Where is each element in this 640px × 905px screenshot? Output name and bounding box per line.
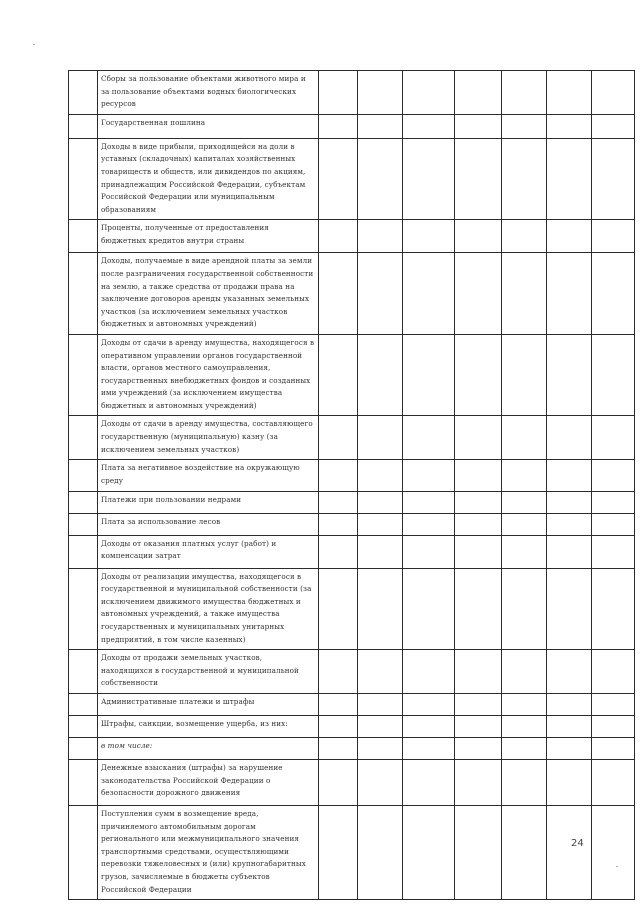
- value-cell: [592, 114, 635, 138]
- value-cell: [403, 513, 455, 535]
- table-row: [69, 760, 635, 806]
- value-cell: [358, 491, 403, 513]
- value-cell: [319, 460, 358, 491]
- value-cell: [358, 460, 403, 491]
- revenue-item-name: Денежные взыскания (штрафы) за нарушение законодательства Российской Федерации о безопасности дорожного движения: [98, 760, 319, 806]
- value-cell: [592, 460, 635, 491]
- row-index-cell: [69, 716, 98, 738]
- value-cell: [455, 220, 502, 253]
- page-number: 24: [571, 838, 584, 849]
- value-cell: [592, 568, 635, 650]
- row-index-cell: [69, 738, 98, 760]
- value-cell: [592, 738, 635, 760]
- table-row: [69, 650, 635, 694]
- value-cell: [592, 220, 635, 253]
- value-cell: [455, 806, 502, 900]
- row-index-cell: [69, 138, 98, 220]
- value-cell: [592, 71, 635, 115]
- value-cell: [358, 650, 403, 694]
- value-cell: [319, 491, 358, 513]
- revenue-item-name: Доходы от сдачи в аренду имущества, находящегося в оперативном управлении органов государственной власти, органов местного самоуправления, государственных внебюджетных фондов и созданных ими учреждений (за исключением имущества бюджетных и автономных учреждений): [98, 334, 319, 416]
- table-row: [69, 491, 635, 513]
- revenue-item-name: Доходы, получаемые в виде арендной платы за земли после разграничения государственной собственности на землю, а также средства от продажи права на заключение договоров аренды указанных земельных участков (за исключением земельных участков бюджетных и автономных учреждений): [98, 253, 319, 335]
- value-cell: [547, 416, 592, 460]
- revenue-item-name: Платежи при пользовании недрами: [98, 491, 319, 513]
- value-cell: [502, 760, 547, 806]
- value-cell: [455, 738, 502, 760]
- row-index-cell: [69, 334, 98, 416]
- value-cell: [319, 535, 358, 568]
- value-cell: [502, 334, 547, 416]
- table-row: [69, 535, 635, 568]
- row-index-cell: [69, 491, 98, 513]
- value-cell: [403, 568, 455, 650]
- value-cell: [358, 513, 403, 535]
- row-index-cell: [69, 253, 98, 335]
- value-cell: [455, 334, 502, 416]
- value-cell: [319, 716, 358, 738]
- value-cell: [547, 513, 592, 535]
- value-cell: [547, 138, 592, 220]
- value-cell: [502, 253, 547, 335]
- value-cell: [502, 650, 547, 694]
- value-cell: [358, 334, 403, 416]
- table-row: [69, 416, 635, 460]
- value-cell: [319, 738, 358, 760]
- table-row: [69, 568, 635, 650]
- value-cell: [455, 694, 502, 716]
- value-cell: [358, 253, 403, 335]
- value-cell: [455, 138, 502, 220]
- value-cell: [502, 738, 547, 760]
- value-cell: [319, 334, 358, 416]
- value-cell: [403, 253, 455, 335]
- revenue-item-name: Поступления сумм в возмещение вреда, причиняемого автомобильным дорогам регионального или межмуниципального значения транспортными средствами, осуществляющими перевозки тяжеловесных и (или) крупногабаритных грузов, зачисляемые в бюджеты субъектов Российской Федерации: [98, 806, 319, 900]
- table-row: [69, 716, 635, 738]
- value-cell: [403, 694, 455, 716]
- value-cell: [502, 568, 547, 650]
- value-cell: [455, 460, 502, 491]
- value-cell: [455, 71, 502, 115]
- value-cell: [455, 716, 502, 738]
- value-cell: [358, 114, 403, 138]
- value-cell: [547, 760, 592, 806]
- row-index-cell: [69, 71, 98, 115]
- value-cell: [455, 114, 502, 138]
- value-cell: [502, 71, 547, 115]
- value-cell: [403, 650, 455, 694]
- value-cell: [403, 416, 455, 460]
- value-cell: [592, 535, 635, 568]
- row-index-cell: [69, 806, 98, 900]
- value-cell: [502, 220, 547, 253]
- value-cell: [502, 138, 547, 220]
- revenue-table: [68, 70, 635, 900]
- value-cell: [358, 568, 403, 650]
- revenue-item-name: Плата за негативное воздействие на окружающую среду: [98, 460, 319, 491]
- value-cell: [358, 806, 403, 900]
- value-cell: [547, 650, 592, 694]
- value-cell: [547, 253, 592, 335]
- value-cell: [403, 535, 455, 568]
- value-cell: [319, 253, 358, 335]
- value-cell: [547, 806, 592, 900]
- row-index-cell: [69, 460, 98, 491]
- value-cell: [455, 491, 502, 513]
- table-row: [69, 253, 635, 335]
- table-row: [69, 806, 635, 900]
- value-cell: [455, 568, 502, 650]
- table-row: [69, 220, 635, 253]
- value-cell: [403, 71, 455, 115]
- value-cell: [358, 220, 403, 253]
- table-row: [69, 334, 635, 416]
- value-cell: [547, 71, 592, 115]
- value-cell: [455, 650, 502, 694]
- row-index-cell: [69, 568, 98, 650]
- value-cell: [403, 760, 455, 806]
- value-cell: [502, 416, 547, 460]
- value-cell: [547, 694, 592, 716]
- value-cell: [455, 416, 502, 460]
- scan-speck: [33, 44, 35, 45]
- value-cell: [502, 535, 547, 568]
- value-cell: [358, 416, 403, 460]
- value-cell: [403, 806, 455, 900]
- value-cell: [319, 650, 358, 694]
- revenue-item-name: Доходы от сдачи в аренду имущества, составляющего государственную (муниципальную) казну (за исключением земельных участков): [98, 416, 319, 460]
- value-cell: [319, 568, 358, 650]
- value-cell: [403, 220, 455, 253]
- value-cell: [592, 806, 635, 900]
- value-cell: [547, 738, 592, 760]
- value-cell: [319, 71, 358, 115]
- value-cell: [455, 253, 502, 335]
- row-index-cell: [69, 220, 98, 253]
- value-cell: [592, 513, 635, 535]
- revenue-item-name: Штрафы, санкции, возмещение ущерба, из них:: [98, 716, 319, 738]
- value-cell: [358, 138, 403, 220]
- value-cell: [502, 491, 547, 513]
- revenue-item-name: Доходы от оказания платных услуг (работ) и компенсации затрат: [98, 535, 319, 568]
- value-cell: [547, 114, 592, 138]
- row-index-cell: [69, 650, 98, 694]
- table-row: [69, 513, 635, 535]
- table-row: [69, 138, 635, 220]
- table-row: [69, 460, 635, 491]
- table-row: [69, 694, 635, 716]
- value-cell: [403, 114, 455, 138]
- value-cell: [358, 694, 403, 716]
- revenue-item-name: в том числе:: [98, 738, 319, 760]
- value-cell: [502, 694, 547, 716]
- value-cell: [592, 253, 635, 335]
- revenue-item-name: Государственная пошлина: [98, 114, 319, 138]
- value-cell: [547, 491, 592, 513]
- value-cell: [358, 716, 403, 738]
- value-cell: [547, 460, 592, 491]
- value-cell: [502, 460, 547, 491]
- revenue-item-name: Проценты, полученные от предоставления бюджетных кредитов внутри страны: [98, 220, 319, 253]
- table-row: [69, 738, 635, 760]
- value-cell: [319, 806, 358, 900]
- value-cell: [547, 535, 592, 568]
- value-cell: [592, 716, 635, 738]
- row-index-cell: [69, 513, 98, 535]
- row-index-cell: [69, 694, 98, 716]
- value-cell: [358, 738, 403, 760]
- value-cell: [319, 694, 358, 716]
- scan-speck: [616, 866, 618, 867]
- value-cell: [403, 738, 455, 760]
- value-cell: [592, 334, 635, 416]
- row-index-cell: [69, 114, 98, 138]
- value-cell: [403, 716, 455, 738]
- value-cell: [319, 416, 358, 460]
- value-cell: [319, 513, 358, 535]
- revenue-item-name: Доходы в виде прибыли, приходящейся на доли в уставных (складочных) капиталах хозяйственных товариществ и обществ, или дивидендов по акциям, принадлежащим Российской Федерации, субъектам Российской Федерации или муниципальным образованиям: [98, 138, 319, 220]
- value-cell: [358, 535, 403, 568]
- value-cell: [403, 491, 455, 513]
- value-cell: [319, 114, 358, 138]
- value-cell: [455, 535, 502, 568]
- value-cell: [592, 491, 635, 513]
- value-cell: [547, 220, 592, 253]
- value-cell: [319, 220, 358, 253]
- value-cell: [592, 760, 635, 806]
- revenue-item-name: Административные платежи и штрафы: [98, 694, 319, 716]
- revenue-item-name: Доходы от продажи земельных участков, находящихся в государственной и муниципальной собственности: [98, 650, 319, 694]
- value-cell: [403, 138, 455, 220]
- value-cell: [403, 460, 455, 491]
- value-cell: [592, 650, 635, 694]
- revenue-item-name: Доходы от реализации имущества, находящегося в государственной и муниципальной собственности (за исключением движимого имущества бюджетных и автономных учреждений, а также имущества государственных и муниципальных унитарных предприятий, в том числе казенных): [98, 568, 319, 650]
- row-index-cell: [69, 416, 98, 460]
- value-cell: [547, 334, 592, 416]
- value-cell: [592, 416, 635, 460]
- value-cell: [502, 716, 547, 738]
- value-cell: [592, 694, 635, 716]
- value-cell: [455, 513, 502, 535]
- row-index-cell: [69, 760, 98, 806]
- value-cell: [455, 760, 502, 806]
- value-cell: [319, 760, 358, 806]
- value-cell: [502, 513, 547, 535]
- table-row: [69, 71, 635, 115]
- value-cell: [502, 114, 547, 138]
- value-cell: [592, 138, 635, 220]
- value-cell: [358, 71, 403, 115]
- value-cell: [403, 334, 455, 416]
- revenue-item-name: Плата за использование лесов: [98, 513, 319, 535]
- revenue-table-sheet: [68, 70, 592, 900]
- value-cell: [502, 806, 547, 900]
- value-cell: [358, 760, 403, 806]
- value-cell: [547, 716, 592, 738]
- row-index-cell: [69, 535, 98, 568]
- value-cell: [547, 568, 592, 650]
- revenue-item-name: Сборы за пользование объектами животного мира и за пользование объектами водных биологических ресурсов: [98, 71, 319, 115]
- value-cell: [319, 138, 358, 220]
- table-row: [69, 114, 635, 138]
